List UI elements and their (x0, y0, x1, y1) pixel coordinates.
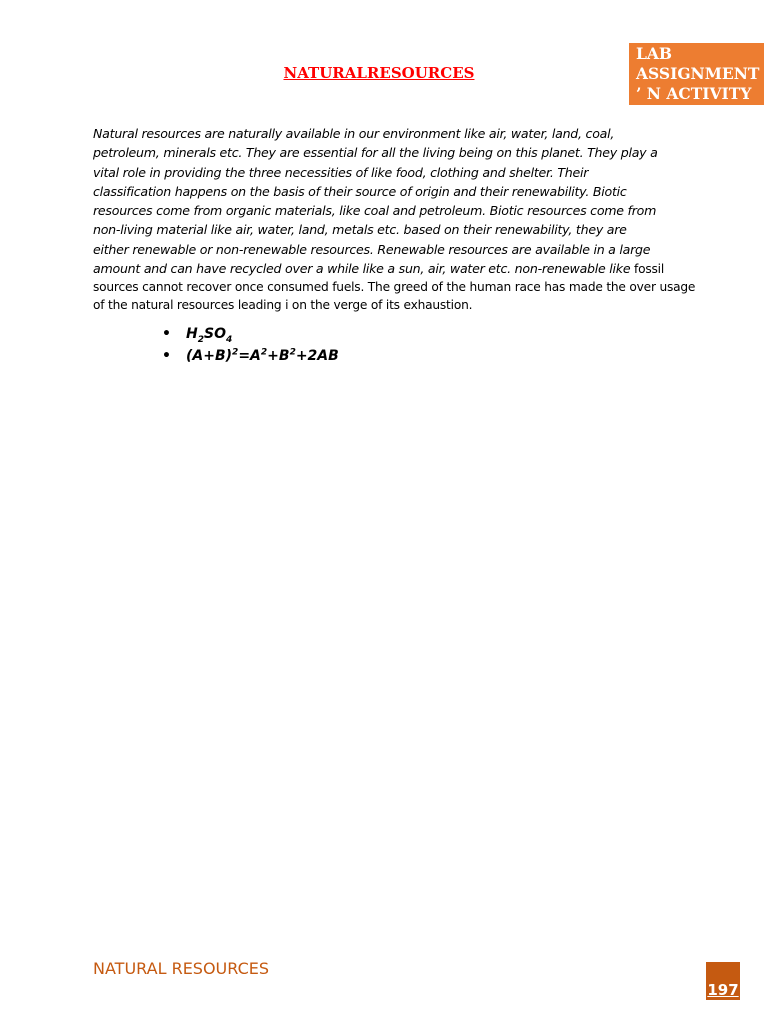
paragraph-line: petroleum, minerals etc. They are essential for all the living being on this planet. They play a (93, 145, 658, 161)
formula-text: H (186, 326, 198, 342)
paragraph-line: either renewable or non-renewable resources. Renewable resources are available in a large (93, 241, 651, 257)
formula-text: +B (267, 348, 290, 364)
formula-subscript: 4 (225, 334, 233, 345)
paragraph-line: classification happens on the basis of their source of origin and their renewability. Biotic (93, 183, 627, 199)
document-title: NATURALRESOURCES (283, 64, 475, 82)
formula-item-binomial-square (160, 345, 339, 367)
paragraph-line-italic: amount and can have recycled over a while like a sun, air, water etc. non-renewable like (93, 261, 631, 277)
paragraph-line: non-living material like air, water, land, metals etc. based on their renewability, they are (93, 222, 627, 238)
formula-text: =A (238, 348, 261, 364)
footer-title: NATURAL RESOURCES (93, 959, 270, 978)
paragraph-line: sources cannot recover once consumed fuels. The greed of the human race has made the over usage (93, 280, 696, 295)
badge-line-3: ’ N ACTIVITY (636, 84, 752, 103)
formula-superscript: 2 (289, 347, 296, 358)
paragraph-line: Natural resources are naturally available in our environment like air, water, land, coal, (93, 126, 615, 141)
body-paragraph (93, 124, 696, 314)
paragraph-line: of the natural resources leading i on the verge of its exhaustion. (93, 298, 473, 313)
formula-superscript: 2 (260, 347, 268, 358)
formula-text: SO (203, 326, 226, 342)
page-number: 197 (707, 981, 739, 999)
formula-superscript: 2 (232, 347, 239, 358)
formula-list (160, 323, 339, 367)
bullet-icon: • (162, 348, 171, 364)
paragraph-line: resources come from organic materials, like coal and petroleum. Biotic resources come from (93, 203, 657, 219)
formula-item-sulfuric-acid (160, 323, 339, 345)
badge-line-2: ASSIGNMENT (636, 64, 760, 83)
badge-line-1: LAB (636, 44, 673, 63)
paragraph-line: vital role in providing the three necessities of like food, clothing and shelter. Their (93, 164, 589, 180)
page-number-box (706, 962, 740, 1000)
formula-subscript: 2 (197, 334, 204, 345)
paragraph-line-regular: fossil (630, 262, 665, 277)
formula-text: +2AB (295, 348, 339, 364)
paragraph-line (93, 259, 683, 278)
bullet-icon: • (162, 326, 171, 342)
formula-text: (A+B) (186, 348, 233, 364)
